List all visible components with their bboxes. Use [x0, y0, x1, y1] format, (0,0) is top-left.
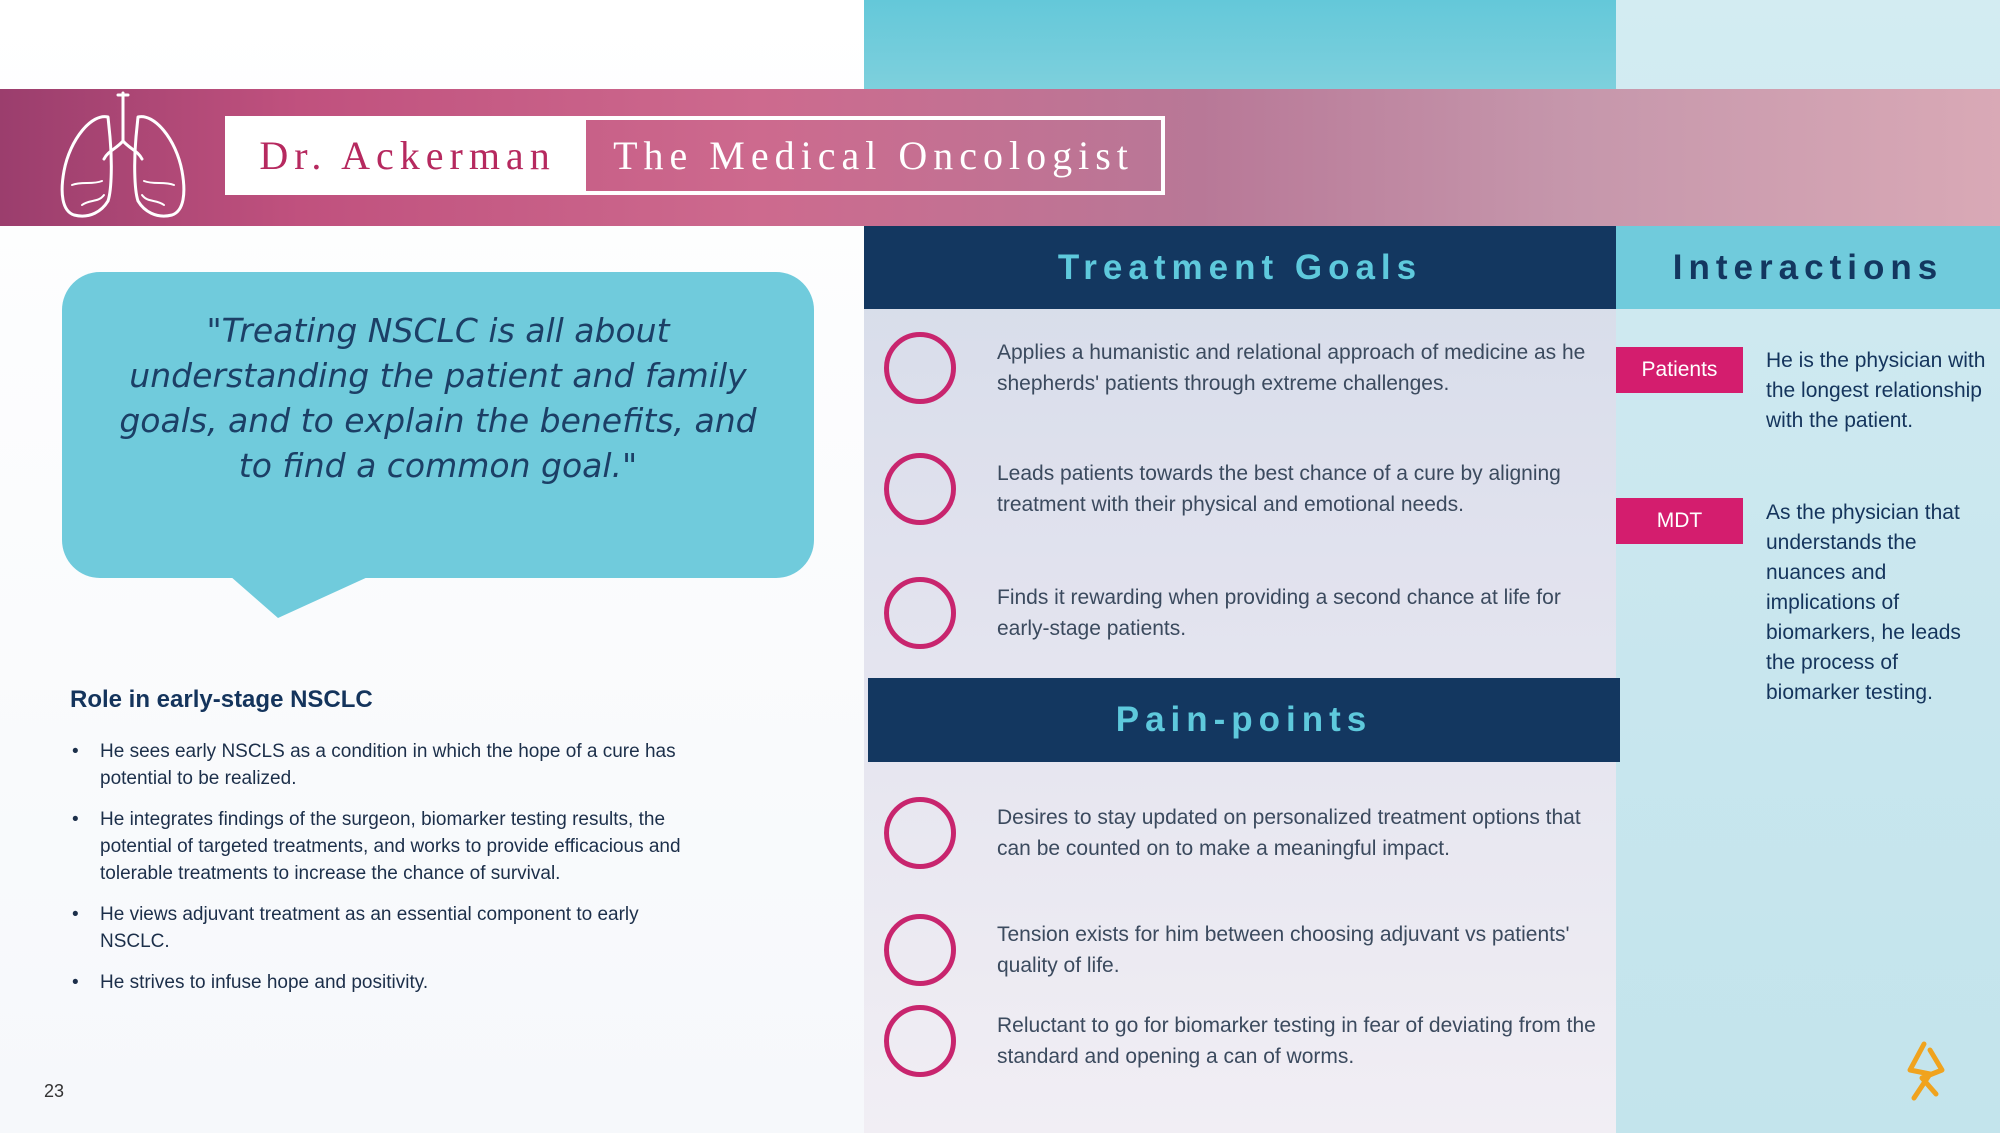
quote-bubble: [62, 272, 814, 578]
company-logo-icon: [1900, 1040, 1950, 1102]
title-box: [225, 116, 1165, 195]
circle-icon: [884, 914, 956, 986]
pain-point-text: Reluctant to go for biomarker testing in fear of deviating from the standard and opening a can of worms.: [997, 1014, 1596, 1068]
tag-patients: Patients: [1616, 347, 1743, 393]
pain-point-text: Tension exists for him between choosing adjuvant vs patients' quality of life.: [997, 923, 1570, 977]
name-box: [229, 120, 586, 191]
page-number: 23: [44, 1081, 65, 1101]
circle-icon: [884, 453, 956, 525]
quote-text: "Treating NSCLC is all about understanding the patient and family goals, and to explain the benefits, and to find a common goal.": [119, 311, 757, 485]
persona-role: The Medical Oncologist: [613, 133, 1134, 178]
goal-text: Leads patients towards the best chance of a cure by aligning treatment with their physical and emotional needs.: [997, 462, 1561, 516]
list-item: [884, 577, 1604, 649]
persona-name: Dr. Ackerman: [259, 133, 556, 178]
list-item: [884, 453, 1604, 525]
role-heading: Role in early-stage NSCLC: [70, 686, 373, 713]
middle-panel-top-accent: [864, 0, 1616, 90]
list-item: • He integrates findings of the surgeon, biomarker testing results, the potential of targeted treatments, and works to provide efficacious and tolerable treatments to increase the chance of survival.: [70, 806, 710, 887]
tag-mdt: MDT: [1616, 498, 1743, 544]
list-item: [884, 1005, 1604, 1077]
circle-icon: [884, 577, 956, 649]
list-item: [884, 797, 1604, 869]
quote-bubble-tail: [230, 576, 370, 618]
list-item: [884, 332, 1604, 404]
pain-point-text: Desires to stay updated on personalized treatment options that can be counted on to make a meaningful impact.: [997, 806, 1581, 860]
goal-text: Applies a humanistic and relational approach of medicine as he shepherds' patients through extreme challenges.: [997, 341, 1586, 395]
circle-icon: [884, 797, 956, 869]
interaction-text: As the physician that understands the nuances and implications of biomarkers, he leads the process of biomarker testing.: [1766, 501, 1961, 704]
interactions-header: Interactions: [1616, 226, 2000, 309]
list-item: [884, 914, 1604, 986]
circle-icon: [884, 1005, 956, 1077]
list-item: • He strives to infuse hope and positivity.: [70, 969, 710, 996]
lungs-icon: [52, 89, 194, 226]
interaction-text: He is the physician with the longest relationship with the patient.: [1766, 349, 1986, 432]
goal-text: Finds it rewarding when providing a second chance at life for early-stage patients.: [997, 586, 1561, 640]
list-item: • He sees early NSCLS as a condition in which the hope of a cure has potential to be realized.: [70, 738, 710, 792]
list-item: • He views adjuvant treatment as an essential component to early NSCLC.: [70, 901, 710, 955]
role-list: [70, 738, 710, 1010]
pain-points-header: Pain-points: [868, 678, 1620, 762]
treatment-goals-header: Treatment Goals: [864, 226, 1616, 309]
circle-icon: [884, 332, 956, 404]
